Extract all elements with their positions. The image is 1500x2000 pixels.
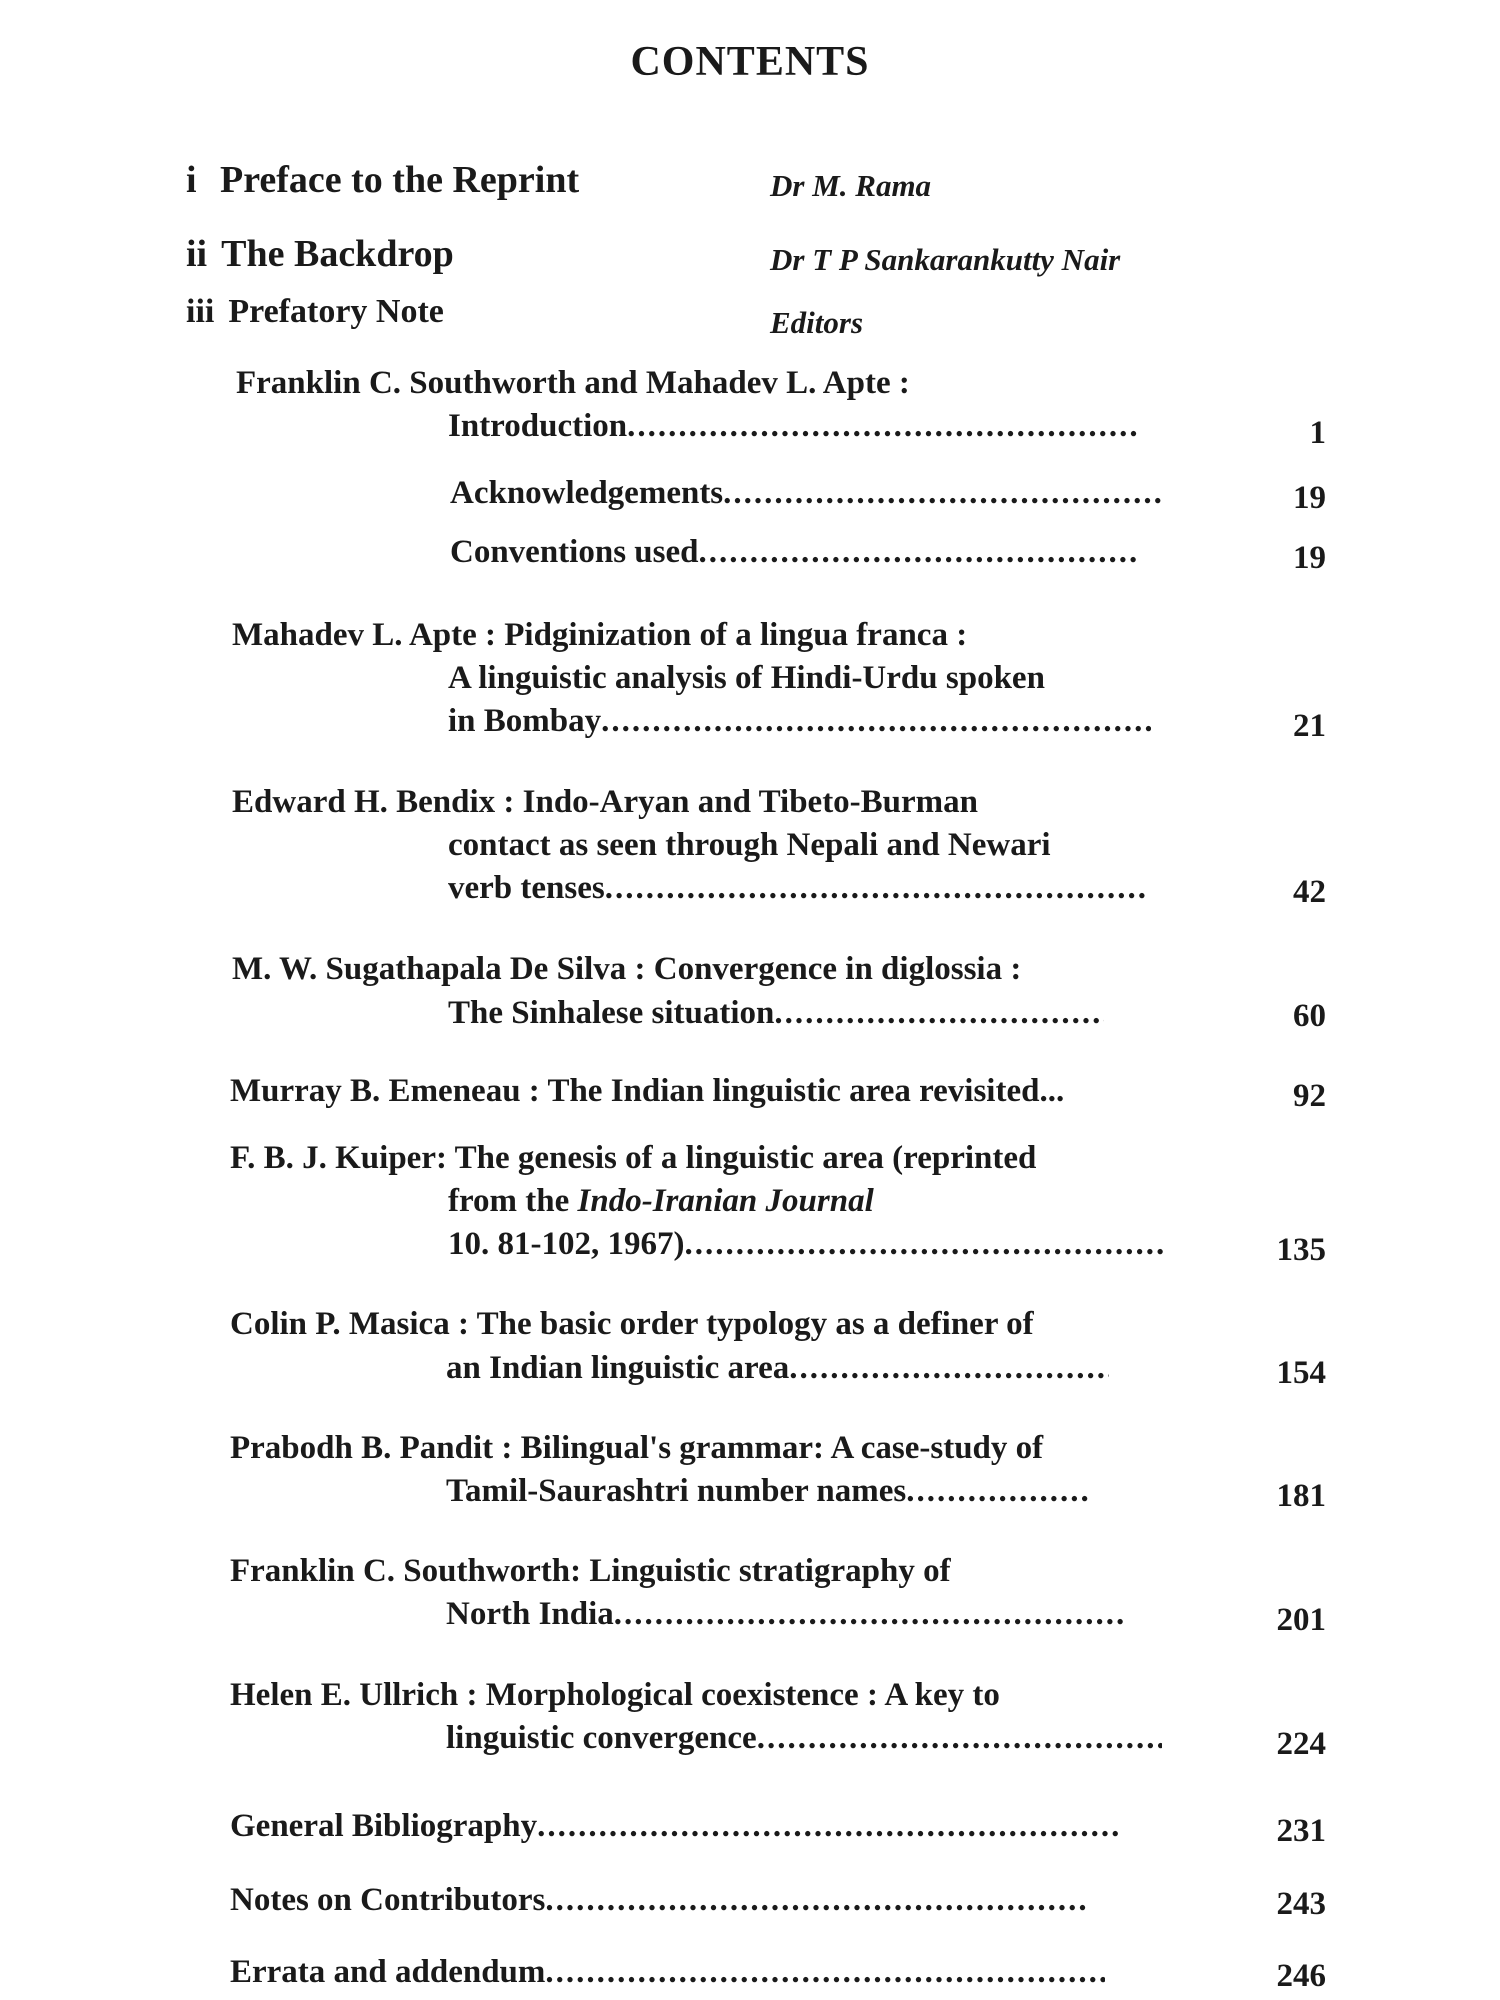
entry-title-text: The Sinhalese situation — [448, 995, 775, 1031]
page-number: 19 — [1293, 480, 1326, 516]
entry-author-line: Colin P. Masica : The basic order typology as a definer of — [230, 1306, 1034, 1342]
entry-title-line — [450, 534, 1138, 571]
entry-title-text: Notes on Contributors — [230, 1882, 546, 1918]
page-number: 181 — [1276, 1478, 1326, 1514]
page-number: 135 — [1276, 1232, 1326, 1268]
entry-author-line: F. B. J. Kuiper: The genesis of a linguistic area (reprinted — [230, 1140, 1037, 1176]
entry-title-line — [448, 1183, 874, 1220]
prelim-entry-backdrop — [186, 232, 454, 276]
prelim-number: iii — [186, 293, 215, 330]
dot-leader — [723, 475, 1163, 512]
dot-leader — [906, 1473, 1091, 1510]
prelim-author: Dr T P Sankarankutty Nair — [770, 242, 1121, 277]
entry-title-text: 10. 81-102, 1967) — [448, 1226, 685, 1262]
entry-title-line: contact as seen through Nepali and Newari — [448, 827, 1051, 863]
entry-title-text: verb tenses — [448, 870, 605, 906]
entry-title-line — [230, 1954, 1105, 1991]
page-number: 92 — [1293, 1078, 1326, 1114]
page-number: 42 — [1293, 874, 1326, 910]
dot-leader — [698, 534, 1138, 571]
entry-title-line — [450, 475, 1163, 512]
journal-name: Indo-Iranian Journal — [577, 1183, 874, 1219]
page-number: 201 — [1276, 1602, 1326, 1638]
prelim-title: Prefatory Note — [228, 293, 444, 330]
entry-title-line — [448, 408, 1137, 445]
entry-title-text: Acknowledgements — [450, 475, 724, 511]
entry-title-line — [446, 1473, 1091, 1510]
prelim-author: Editors — [770, 305, 864, 340]
prelim-entry-prefatory-note — [186, 293, 444, 331]
dot-leader — [614, 1596, 1124, 1633]
entry-author-line: Mahadev L. Apte : Pidginization of a lingua franca : — [232, 617, 968, 653]
page-number: 246 — [1276, 1958, 1326, 1994]
entry-title-text: linguistic convergence — [446, 1720, 757, 1756]
dot-leader — [601, 703, 1151, 740]
entry-title-line — [230, 1808, 1122, 1845]
dot-leader — [545, 1882, 1090, 1919]
entry-title-text: in Bombay — [448, 703, 602, 739]
page-number: 231 — [1276, 1813, 1326, 1849]
page-number: 60 — [1293, 998, 1326, 1034]
prelim-entry-preface — [186, 158, 579, 202]
dot-leader — [545, 1954, 1105, 1991]
dot-leader — [627, 408, 1137, 445]
page-number: 243 — [1276, 1886, 1326, 1922]
entry-title-line — [448, 995, 1104, 1032]
entry-author-line: Murray B. Emeneau : The Indian linguistic area revisited... — [230, 1073, 1065, 1109]
dot-leader — [789, 1350, 1109, 1387]
dot-leader — [537, 1808, 1122, 1845]
entry-title-text: Introduction — [448, 408, 628, 444]
prelim-title: The Backdrop — [221, 233, 454, 275]
entry-title-text: from the — [448, 1183, 578, 1219]
entry-title-text: Conventions used — [450, 534, 699, 570]
entry-title-line — [446, 1720, 1162, 1757]
entry-author-line: Prabodh B. Pandit : Bilingual's grammar: A case-study of — [230, 1430, 1044, 1466]
page-number: 19 — [1293, 540, 1326, 576]
page-number: 1 — [1309, 415, 1326, 451]
dot-leader — [605, 870, 1145, 907]
dot-leader — [757, 1720, 1162, 1757]
entry-title-line — [448, 1226, 1164, 1263]
page-number: 154 — [1276, 1355, 1326, 1391]
prelim-number: ii — [186, 233, 208, 275]
entry-title-line — [230, 1882, 1090, 1919]
entry-author-line: Franklin C. Southworth: Linguistic stratigraphy of — [230, 1553, 951, 1589]
entry-author-line: M. W. Sugathapala De Silva : Convergence in diglossia : — [232, 951, 1022, 987]
page-number: 224 — [1276, 1726, 1326, 1762]
entry-title-text: North India — [446, 1596, 614, 1632]
entry-author-line: Helen E. Ullrich : Morphological coexistence : A key to — [230, 1677, 1000, 1713]
entry-title-text: Tamil-Saurashtri number names — [446, 1473, 907, 1509]
prelim-number: i — [186, 159, 197, 201]
entry-title-text: Errata and addendum — [230, 1954, 546, 1990]
page-title: CONTENTS — [630, 39, 870, 85]
entry-title-text: an Indian linguistic area — [446, 1350, 790, 1386]
prelim-author: Dr M. Rama — [770, 168, 932, 203]
entry-author-line: Edward H. Bendix : Indo-Aryan and Tibeto-Burman — [232, 784, 979, 820]
page-number: 21 — [1293, 708, 1326, 744]
entry-title-line — [448, 703, 1151, 740]
entry-title-line: A linguistic analysis of Hindi-Urdu spoken — [448, 660, 1045, 696]
entry-author-line: Franklin C. Southworth and Mahadev L. Apte : — [236, 365, 910, 401]
entry-title-line — [446, 1596, 1124, 1633]
entry-title-text: General Bibliography — [230, 1808, 538, 1844]
entry-title-line — [448, 870, 1145, 907]
entry-title-line — [446, 1350, 1109, 1387]
dot-leader — [774, 995, 1104, 1032]
dot-leader — [684, 1226, 1164, 1263]
prelim-title: Preface to the Reprint — [220, 159, 580, 201]
